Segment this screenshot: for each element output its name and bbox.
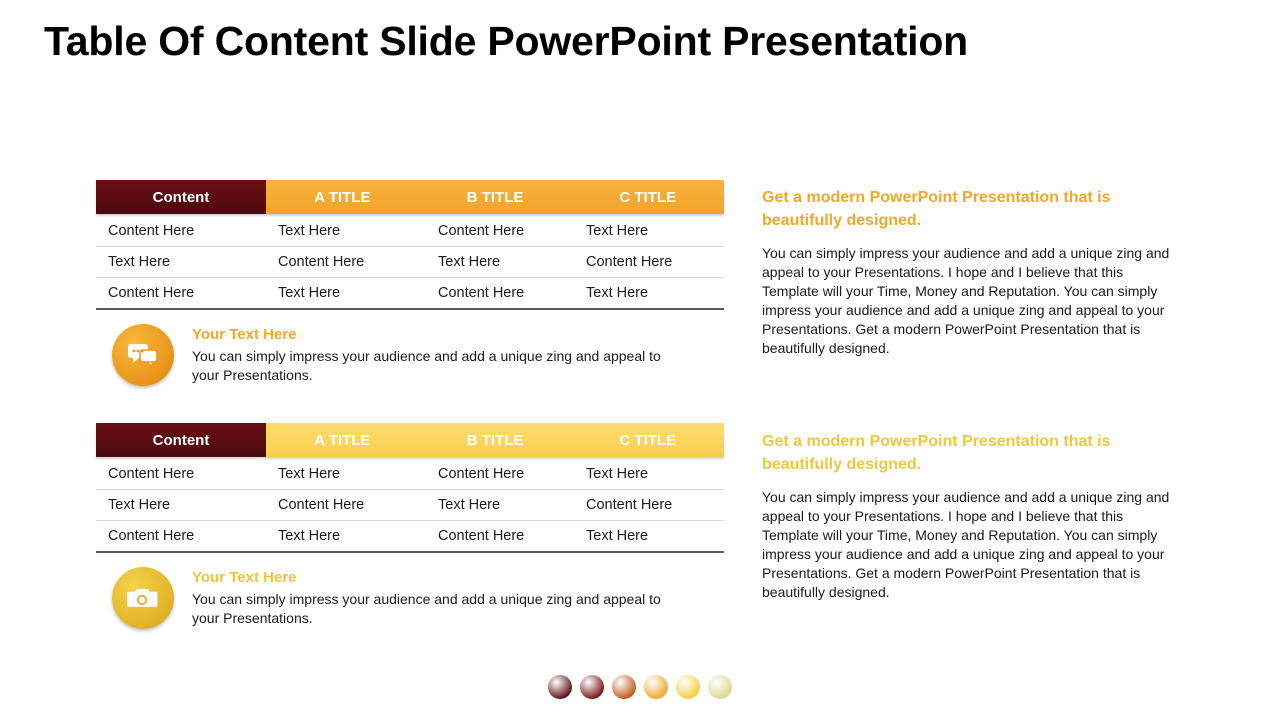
table-row [96,278,724,310]
table-header-a: A TITLE [266,180,419,214]
table-header-b: B TITLE [419,180,572,214]
table-cell: Text Here [108,254,171,270]
table-cell: Text Here [586,223,649,239]
table-header-a: A TITLE [266,423,419,457]
table-cell: Text Here [438,497,501,513]
content-block-1 [96,180,724,386]
note-body: You can simply impress your audience and add a unique zing and appeal to your Presentations. [192,591,661,626]
table-row [96,490,724,521]
camera-icon [112,567,174,629]
table-cell: Content Here [108,223,195,239]
table-body [96,216,724,310]
note-title: Your Text Here [192,326,297,343]
dot-1 [548,675,572,699]
table-cell: Text Here [278,285,341,301]
content-block-2 [96,423,724,629]
table-cell: Text Here [278,528,341,544]
table-cell: Content Here [438,285,525,301]
table-cell: Text Here [438,254,501,270]
table-header-c: C TITLE [571,180,724,214]
note-1 [96,324,724,386]
note-title: Your Text Here [192,569,297,586]
table-cell: Content Here [438,223,525,239]
table-header-content: Content [96,423,266,457]
table-cell: Content Here [278,497,365,513]
table-row [96,247,724,278]
table-header-row [96,180,724,214]
decorative-dots [548,675,732,699]
table-body [96,459,724,553]
side-heading: Get a modern PowerPoint Presentation that is beautifully designed. [762,433,1111,473]
side-heading: Get a modern PowerPoint Presentation that is beautifully designed. [762,189,1111,229]
dot-6 [708,675,732,699]
table-cell: Content Here [438,528,525,544]
dot-5 [676,675,700,699]
table-cell: Content Here [438,466,525,482]
table-cell: Text Here [278,466,341,482]
dot-3 [612,675,636,699]
side-body: You can simply impress your audience and add a unique zing and appeal to your Presentations. I hope and I believe that this Template will your Time, Money and Reputation. You can simply impress your audience and add a unique zing and appeal to your Presentations. Get a modern PowerPoint Presentation that is beautifully designed. [762,245,1170,356]
dot-4 [644,675,668,699]
table-cell: Content Here [108,285,195,301]
table-header-row [96,423,724,457]
chat-bubbles-icon [112,324,174,386]
side-text-2 [762,430,1182,602]
table-cell: Text Here [108,497,171,513]
note-2 [96,567,724,629]
side-text-1 [762,186,1182,358]
table-cell: Content Here [108,528,195,544]
table-cell: Text Here [586,528,649,544]
table-header-b: B TITLE [419,423,572,457]
table-cell: Text Here [586,285,649,301]
dot-2 [580,675,604,699]
note-body: You can simply impress your audience and add a unique zing and appeal to your Presentations. [192,348,661,383]
table-cell: Text Here [278,223,341,239]
table-cell: Content Here [108,466,195,482]
table-row [96,521,724,553]
table-cell: Text Here [586,466,649,482]
table-cell: Content Here [586,254,673,270]
table-cell: Content Here [586,497,673,513]
table-row [96,459,724,490]
table-header-c: C TITLE [571,423,724,457]
page-title: Table Of Content Slide PowerPoint Presentation [44,18,969,64]
side-body: You can simply impress your audience and add a unique zing and appeal to your Presentations. I hope and I believe that this Template will your Time, Money and Reputation. You can simply impress your audience and add a unique zing and appeal to your Presentations. Get a modern PowerPoint Presentation that is beautifully designed. [762,489,1170,600]
table-header-content: Content [96,180,266,214]
table-cell: Content Here [278,254,365,270]
table-row [96,216,724,247]
